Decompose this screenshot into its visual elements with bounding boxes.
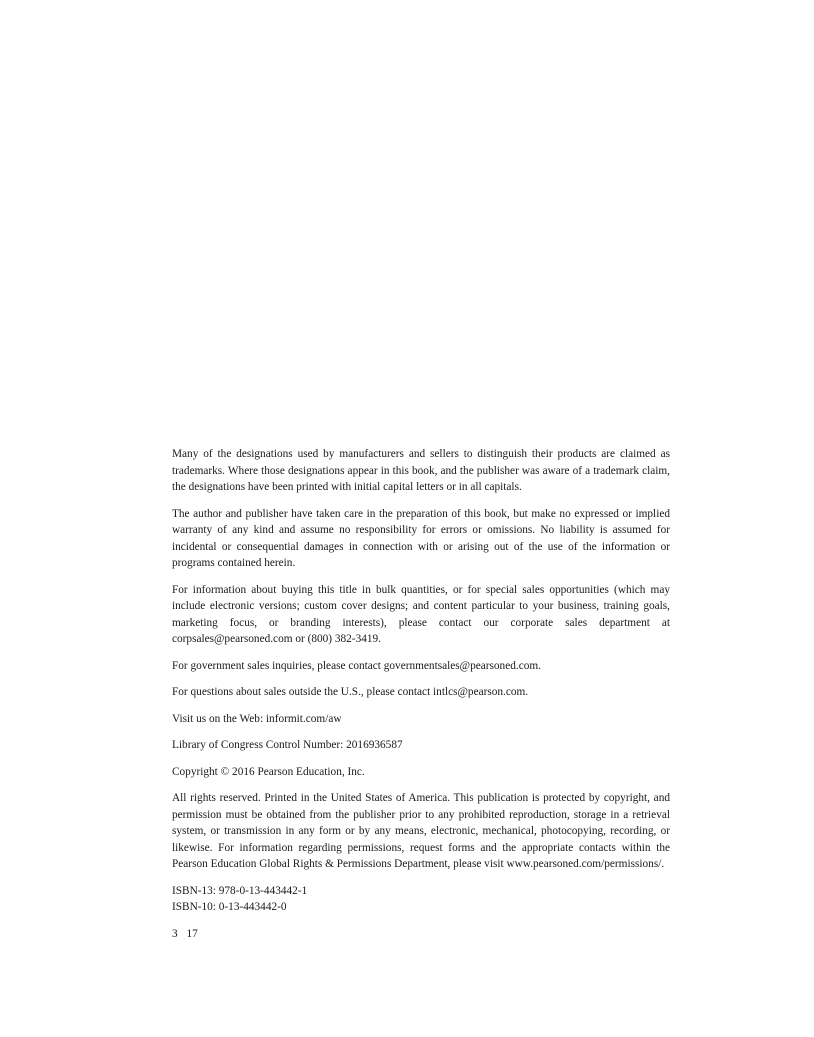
printing-line: 3 17 xyxy=(172,927,198,940)
website-link: Visit us on the Web: informit.com/aw xyxy=(172,712,342,725)
trademark-notice: Many of the designations used by manufacturers and sellers to distinguish their products are claimed as trademarks. Where those designations appear in this book, and the publisher was aware of a trademark claim, the designations have been printed with initial capital letters or in all capitals. xyxy=(172,448,670,493)
international-sales-info: For questions about sales outside the U.S., please contact intlcs@pearson.com. xyxy=(172,686,529,698)
rights-reserved: All rights reserved. Printed in the United States of America. This publication is protected by copyright, and permission must be obtained from the publisher prior to any prohibited reproduction, storage in a retrieval system, or transmission in any form or by any means, electronic, mechanical, photocopying, recording, or likewise. For information regarding permissions, request forms and the appropriate contacts within the Pearson Education Global Rights & Permissions Department, please visit www.pearsoned.com/permissions/. xyxy=(172,792,670,870)
government-sales-info: For government sales inquiries, please contact governmentsales@pearsoned.com. xyxy=(172,659,541,672)
copyright-block xyxy=(172,446,670,942)
isbn-group xyxy=(172,883,670,916)
warranty-disclaimer: The author and publisher have taken care in the preparation of this book, but make no expressed or implied warranty of any kind and assume no responsibility for errors or omissions. No liability is assumed for incidental or consequential damages in connection with or arising out of the use of the information or programs contained herein. xyxy=(172,507,670,569)
loc-control-number: Library of Congress Control Number: 2016936587 xyxy=(172,739,403,751)
copyright-notice: Copyright © 2016 Pearson Education, Inc. xyxy=(172,765,365,778)
isbn-10: ISBN-10: 0-13-443442-0 xyxy=(172,901,287,913)
isbn-13: ISBN-13: 978-0-13-443442-1 xyxy=(172,884,308,897)
bulk-sales-info: For information about buying this title in bulk quantities, or for special sales opportunities (which may include electronic versions; custom cover designs; and content particular to your business, training goals, marketing focus, or branding interests), please contact our corporate sales department at corpsales@pearsoned.com or (800) 382-3419. xyxy=(172,583,670,645)
